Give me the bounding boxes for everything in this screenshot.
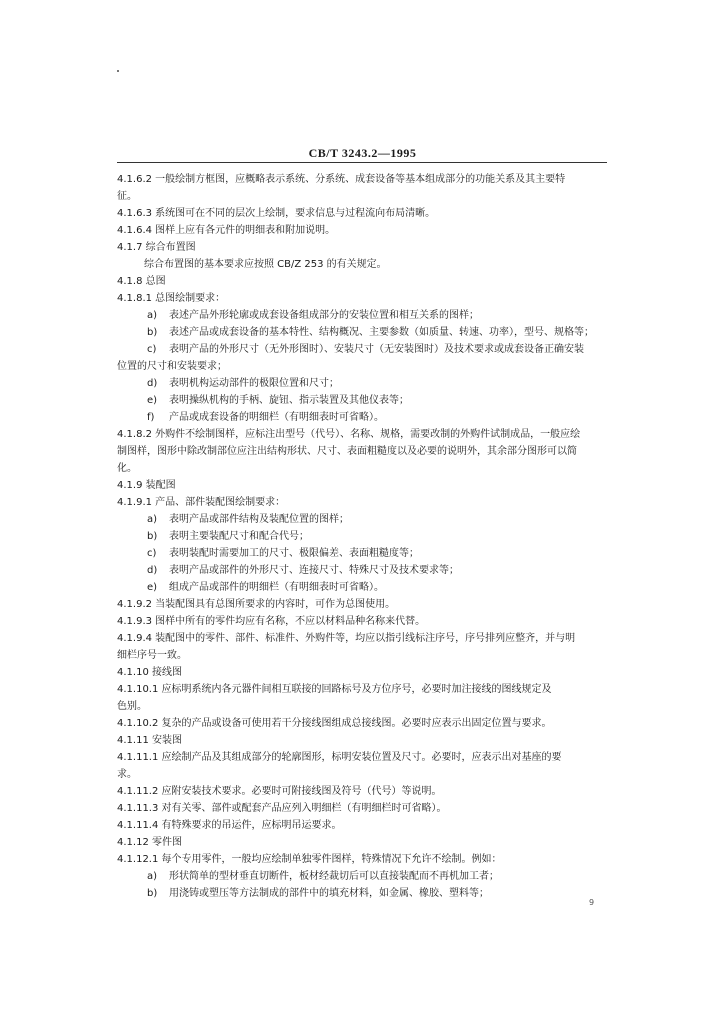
list-item: [117, 528, 607, 545]
list-item-text: 表述产品或成套设备的基本特性、结构概况、主要参数（如质量、转速、功率），型号、规格等；: [169, 327, 594, 338]
list-item-label: a): [147, 514, 158, 525]
scan-speck: [117, 70, 119, 72]
list-item: [117, 307, 607, 324]
list-item: [117, 341, 607, 358]
list-item-label: d): [147, 565, 158, 576]
text-line: 4.1.10 接线图: [117, 667, 182, 678]
list-item-label: d): [147, 378, 158, 389]
text-line: 4.1.6.2 一般绘制方框图，应概略表示系统、分系统、成套设备等基本组成部分的功能关系及其主要特: [117, 174, 566, 185]
list-item-label: b): [147, 888, 158, 899]
list-item-label: c): [147, 548, 157, 559]
list-item: [117, 392, 607, 409]
text-line: 4.1.6.3 系统图可在不同的层次上绘制，要求信息与过程流向布局清晰。: [117, 208, 436, 219]
list-item-label: a): [147, 871, 158, 882]
text-line: 4.1.8.1 总图绘制要求：: [117, 293, 226, 304]
list-item-label: b): [147, 531, 158, 542]
list-item-text: 形状简单的型材垂直切断件，板材经裁切后可以直接装配而不再机加工者；: [169, 871, 499, 882]
text-line: 4.1.9.2 当装配图具有总图所要求的内容时，可作为总图使用。: [117, 599, 396, 610]
list-item-label: f): [147, 412, 155, 423]
text-line: 4.1.12 零件图: [117, 837, 182, 848]
text-line: 4.1.9.1 产品、部件装配图绘制要求：: [117, 497, 286, 508]
list-item: [117, 868, 607, 885]
page-header: CB/T 3243.2—1995: [308, 146, 417, 160]
list-item-text: 表明产品或部件的外形尺寸、连接尺寸、特殊尺寸及技术要求等；: [169, 565, 459, 576]
list-item: [117, 511, 607, 528]
text-line: 征。: [117, 191, 137, 202]
list-item-text: 用浇铸或塑压等方法制成的部件中的填充材料，如金属、橡胶、塑料等；: [169, 888, 489, 899]
text-line: 4.1.11 安装图: [117, 735, 182, 746]
list-item-text: 组成产品或部件的明细栏（有明细表时可省略）。: [169, 582, 384, 593]
list-item-label: e): [147, 582, 158, 593]
list-item-label: b): [147, 327, 158, 338]
text-line: 4.1.9 装配图: [117, 480, 176, 491]
body-text: [117, 171, 607, 902]
text-line: 4.1.8.2 外购件不绘制图样，应标注出型号（代号）、名称、规格，需要改制的外购件试制成品，一般应绘: [117, 429, 581, 440]
text-line: 4.1.6.4 图样上应有各元件的明细表和附加说明。: [117, 225, 336, 236]
text-line: 化。: [117, 463, 137, 474]
list-item-text: 表明主要装配尺寸和配合代号；: [169, 531, 309, 542]
text-line: 4.1.10.1 应标明系统内各元器件间相互联接的回路标号及方位序号，必要时加注接线的图线规定及: [117, 684, 552, 695]
text-line: 4.1.11.3 对有关零、部件或配套产品应列入明细栏（有明细栏时可省略）。: [117, 803, 447, 814]
list-item: [117, 579, 607, 596]
text-line: 4.1.12.1 每个专用零件，一般均应绘制单独零件图样，特殊情况下允许不绘制。例如：: [117, 854, 502, 865]
text-line: 细栏序号一致。: [117, 650, 187, 661]
list-item-text: 产品或成套设备的明细栏（有明细表时可省略）。: [169, 412, 384, 423]
text-line: 综合布置图的基本要求应按照 CB/Z 253 的有关规定。: [144, 259, 387, 270]
list-item-label: e): [147, 395, 158, 406]
page-number: 9: [589, 898, 595, 907]
list-item: [117, 375, 607, 392]
header-rule: [117, 162, 607, 163]
list-item-text: 表明操纵机构的手柄、旋钮、指示装置及其他仪表等；: [169, 395, 409, 406]
text-line: 4.1.10.2 复杂的产品或设备可使用若干分接线图组成总接线图。必要时应表示出固定位置与要求。: [117, 718, 552, 729]
list-item: [117, 885, 607, 902]
list-item-text: 表明产品的外形尺寸（无外形图时）、安装尺寸（无安装图时）及技术要求或成套设备正确安装: [169, 344, 584, 355]
list-item: [117, 324, 607, 341]
list-item: [117, 562, 607, 579]
list-item-label: a): [147, 310, 158, 321]
list-item: [117, 545, 607, 562]
text-line: 4.1.11.4 有特殊要求的吊运件，应标明吊运要求。: [117, 820, 342, 831]
text-line: 制图样，图形中除改制部位应注出结构形状、尺寸、表面粗糙度以及必要的说明外，其余部分图形可以简: [117, 446, 577, 457]
list-item: [117, 409, 607, 426]
text-line: 求。: [117, 769, 137, 780]
text-line: 色别。: [117, 701, 147, 712]
text-line: 4.1.9.3 图样中所有的零件均应有名称，不应以材料品种名称来代替。: [117, 616, 426, 627]
list-item-text: 表明装配时需要加工的尺寸、极限偏差、表面粗糙度等；: [169, 548, 419, 559]
text-line: 4.1.7 综合布置图: [117, 242, 196, 253]
text-line: 位置的尺寸和安装要求；: [117, 361, 227, 372]
list-item-text: 表明机构运动部件的极限位置和尺寸；: [169, 378, 339, 389]
list-item-label: c): [147, 344, 157, 355]
text-line: 4.1.8 总图: [117, 276, 166, 287]
text-line: 4.1.9.4 装配图中的零件、部件、标准件、外购件等，均应以指引线标注序号，序号排列应整齐，并与明: [117, 633, 576, 644]
list-item-text: 表述产品外形轮廓或成套设备组成部分的安装位置和相互关系的图样；: [169, 310, 479, 321]
list-item-text: 表明产品或部件结构及装配位置的图样；: [169, 514, 349, 525]
text-line: 4.1.11.2 应附安装技术要求。必要时可附接线图及符号（代号）等说明。: [117, 786, 442, 797]
text-line: 4.1.11.1 应绘制产品及其组成部分的轮廓图形，标明安装位置及尺寸。必要时，应表示出对基座的要: [117, 752, 562, 763]
